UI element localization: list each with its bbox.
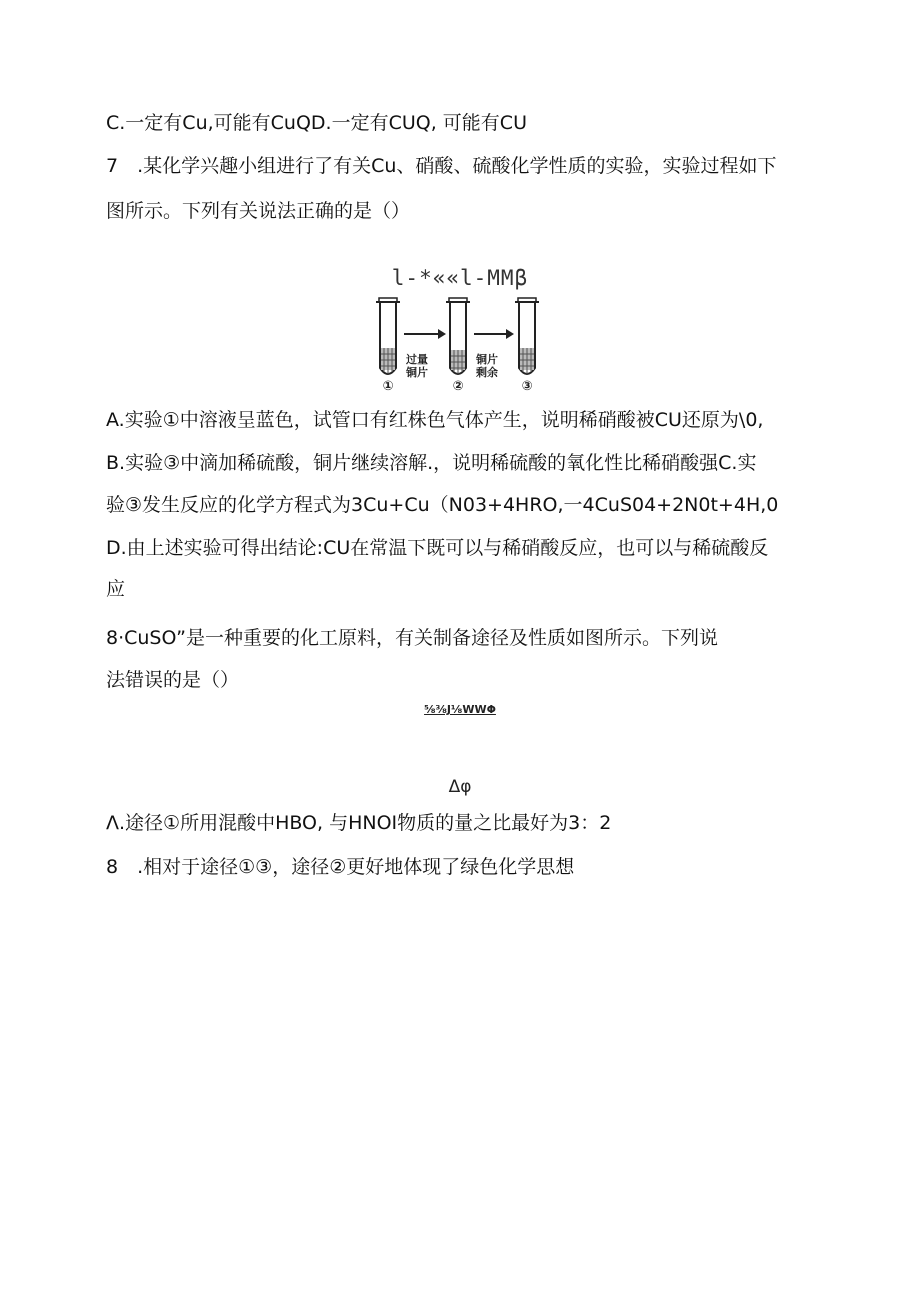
test-tube-2	[446, 298, 470, 374]
q7-stem-line-2: 图所示。下列有关说法正确的是（）	[106, 200, 411, 222]
label-remaining: 剩余	[476, 366, 498, 379]
q8-option-b: 8 .相对于途径①③，途径②更好地体现了绿色化学思想	[106, 856, 575, 878]
q7-stem-line-1: 7 .某化学兴趣小组进行了有关Cu、硝酸、硫酸化学性质的实验，实验过程如下	[106, 155, 777, 177]
tube-number-2: ②	[452, 379, 464, 392]
tube-number-1: ①	[382, 379, 394, 392]
figure2-symbol: Δφ	[448, 777, 472, 797]
arrow-1	[404, 329, 446, 339]
figure2-caption: ⅝⅜J⅛WWΦ	[424, 703, 496, 716]
label-copper-2: 铜片	[476, 353, 498, 366]
test-tube-1	[376, 298, 400, 374]
q6-option-c-d: C.一定有Cu,可能有CuQD.一定有CUQ, 可能有CU	[106, 112, 527, 134]
label-copper-1: 铜片	[406, 366, 428, 379]
q7-option-a: A.实验①中溶液呈蓝色，试管口有红株色气体产生，说明稀硝酸被CU还原为\0,	[106, 409, 764, 431]
q7-option-b: B.实验③中滴加稀硫酸，铜片继续溶解.，说明稀硫酸的氧化性比稀硝酸强C.实	[106, 452, 757, 474]
tube-number-3: ③	[521, 379, 533, 392]
label-excess: 过量	[406, 353, 428, 366]
q8-stem-line-2: 法错误的是（）	[106, 669, 240, 691]
arrow-2	[474, 329, 514, 339]
test-tube-3	[515, 298, 539, 374]
figure1-caption: l-*««l-MMβ	[391, 266, 529, 290]
q7-option-d: D.由上述实验可得出结论:CU在常温下既可以与稀硝酸反应，也可以与稀硫酸反	[106, 537, 769, 559]
q8-stem-line-1: 8·CuSO”是一种重要的化工原料，有关制备途径及性质如图所示。下列说	[106, 627, 718, 649]
test-tube-figure	[368, 296, 558, 392]
q7-option-b-continued: 验③发生反应的化学方程式为3Cu+Cu（N03+4HRO,一4CuS04+2N0t+4H,0	[106, 494, 779, 516]
q7-option-d-continued: 应	[106, 578, 126, 600]
q8-option-a: Λ.途径①所用混酸中HBO, 与HNOI物质的量之比最好为3：2	[106, 812, 612, 834]
